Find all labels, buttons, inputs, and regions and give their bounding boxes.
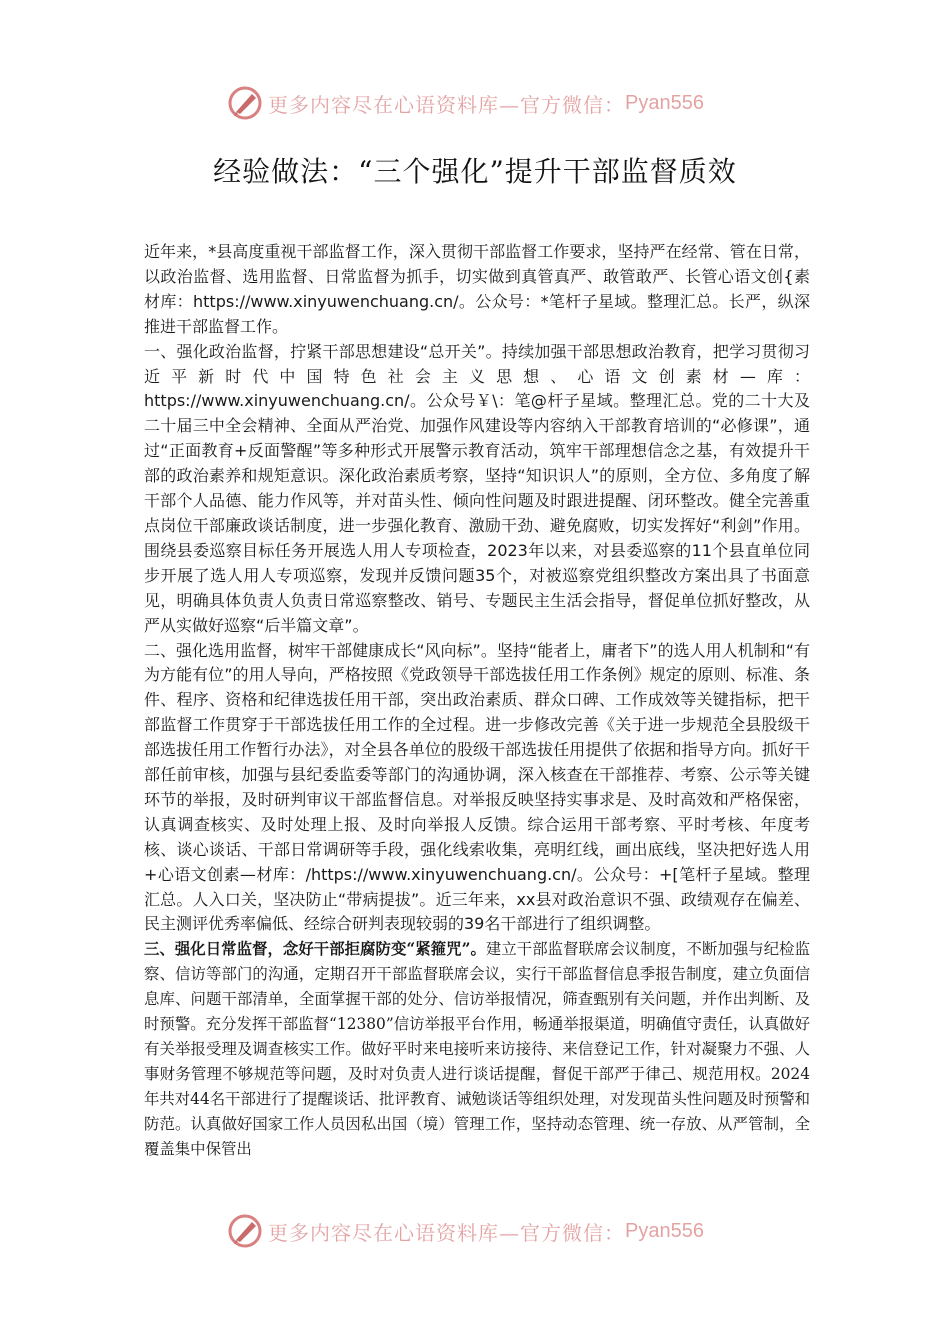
- page-title: 经验做法：“三个强化”提升干部监督质效: [213, 155, 737, 188]
- footer-banner: [228, 1212, 748, 1250]
- banner-text: 更多内容尽在心语资料库—官方微信：: [268, 1220, 625, 1245]
- section3-paragraph: [144, 937, 810, 1161]
- banner-text: 更多内容尽在心语资料库—官方微信：: [268, 92, 625, 117]
- banner-contact: Pyan556: [625, 1219, 704, 1242]
- section3-body: 建立干部监督联席会议制度，不断加强与纪检监察、信访等部门的沟通，定期召开干部监督联席会议，实行干部监督信息季报告制度，建立负面信息库、问题干部清单，全面掌握干部的处分、信访举报情况，筛查甄别有关问题，并作出判断、及时预警。充分发挥干部监督“12380”信访举报平台作用，畅通举报渠道，明确值守责任，认真做好有关举报受理及调查核实工作。做好平时来电接听来访接待、来信登记工作，针对凝聚力不强、人事财务管理不够规范等问题，及时对负责人进行谈话提醒，督促干部严于律己、规范用权。2024年共对44名干部进行了提醒谈话、批评教育、诫勉谈话等组织处理，对发现苗头性问题及时预警和防范。认真做好国家工作人员因私出国（境）管理工作，坚持动态管理、统一存放、从严管制，全覆盖集中保管出: [144, 940, 810, 1158]
- header-banner: [228, 84, 748, 122]
- section3-heading: 三、强化日常监督，念好干部拒腐防变“紧箍咒”。: [144, 940, 486, 959]
- section2-paragraph: 二、强化选用监督，树牢干部健康成长“风向标”。坚持“能者上，庸者下”的选人用人机制和“有为方能有位”的用人导向，严格按照《党政领导干部选拔任用工作条例》规定的原则、标准、条件、程序、资格和纪律选拔任用干部，突出政治素质、群众口碑、工作成效等关键指标，把干部监督工作贯穿于干部选拔任用工作的全过程。进一步修改完善《关于进一步规范全县股级干部选拔任用工作暂行办法》，对全县各单位的股级干部选拔任用提供了依据和指导方向。抓好干部任前审核，加强与县纪委监委等部门的沟通协调，深入核查在干部推荐、考察、公示等关键环节的举报，及时研判审议干部监督信息。对举报反映坚持实事求是、及时高效和严格保密，认真调查核实、及时处理上报、及时向举报人反馈。综合运用干部考察、平时考核、年度考核、谈心谈话、干部日常调研等手段，强化线索收集，亮明红线，画出底线，坚决把好选人用+心语文创素—材库：/https://www.xinyuwenchuang.cn/。公众号：+[笔杆子星域。整理汇总。人入口关，坚决防止“带病提拔”。近三年来，xx县对政治意识不强、政绩观存在偏差、民主测评优秀率偏低、经综合研判表现较弱的39名干部进行了组织调整。: [144, 640, 810, 934]
- section1-paragraph: 一、强化政治监督，拧紧干部思想建设“总开关”。持续加强干部思想政治教育，把学习贯彻习近平新时代中国特色社会主义思想、心语文创素材—库：https://www.xinyuwenchuang.cn/。公众号￥\：笔@杆子星域。整理汇总。党的二十大及二十届三中全会精神、全面从严治党、加强作风建设等内容纳入干部教育培训的“必修课”，通过“正面教育+反面警醒”等多种形式开展警示教育活动，筑牢干部理想信念之基，有效提升干部的政治素养和规矩意识。深化政治素质考察，坚持“知识识人”的原则，全方位、多角度了解干部个人品德、能力作风等，并对苗头性、倾向性问题及时跟进提醒、闭环整改。健全完善重点岗位干部廉政谈话制度，进一步强化教育、激励干劲、避免腐败，切实发挥好“利剑”作用。围绕县委巡察目标任务开展选人用人专项检查，2023年以来，对县委巡察的11个县直单位同步开展了选人用人专项巡察，发现并反馈问题35个，对被巡察党组织整改方案出具了书面意见，明确具体负责人负责日常巡察整改、销号、专题民主生活会指导，督促单位抓好整改，从严从实做好巡察“后半篇文章”。: [144, 341, 810, 635]
- pen-logo-icon: [228, 1214, 262, 1248]
- pen-logo-icon: [228, 86, 262, 120]
- intro-paragraph: 近年来，*县高度重视干部监督工作，深入贯彻干部监督工作要求，坚持严在经常、管在日常，以政治监督、选用监督、日常监督为抓手，切实做到真管真严、敢管敢严、长管心语文创{素材库：https://www.xinyuwenchuang.cn/。公众号：*笔杆子星域。整理汇总。长严，纵深推进干部监督工作。: [144, 242, 810, 336]
- banner-contact: Pyan556: [625, 91, 704, 114]
- article-body: [144, 240, 810, 1162]
